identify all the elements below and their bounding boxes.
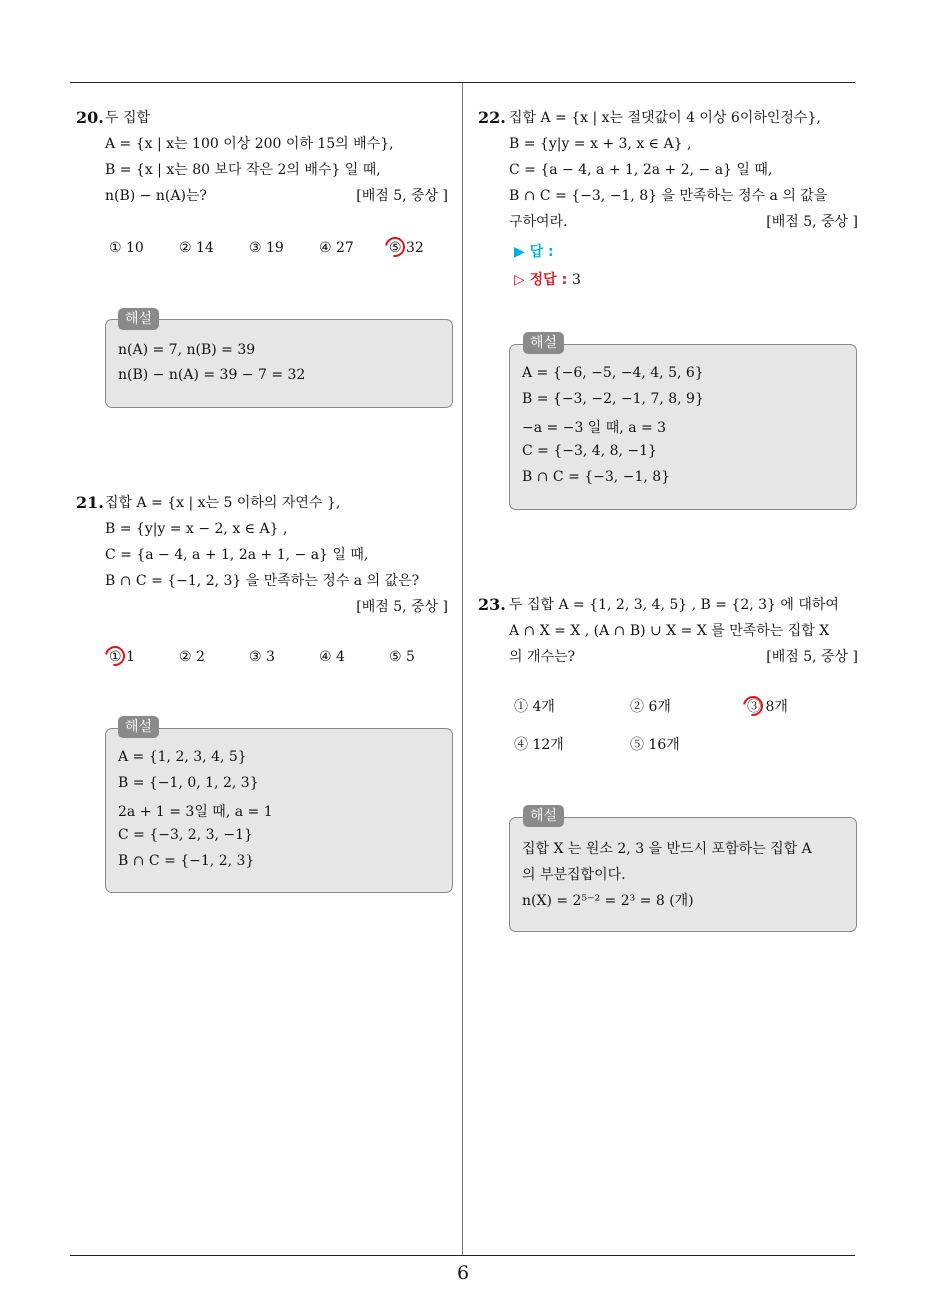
explanation-box-22 (509, 344, 857, 510)
choice-4[interactable]: ④ 12개 (514, 737, 564, 753)
explanation-line: 집합 X 는 원소 2, 3 을 반드시 포함하는 집합 A (522, 841, 812, 857)
problem-20 (76, 105, 456, 275)
problem-line: 집합 A = {x | x는 절댓값이 4 이상 6이하인정수}, (509, 110, 821, 126)
explanation-line: n(A) = 7, n(B) = 39 (118, 342, 256, 358)
explanation-line: B ∩ C = {−1, 2, 3} (118, 853, 255, 869)
choice-1[interactable]: ① 1 (109, 649, 135, 665)
grade-label: [배점 5, 중상 ] (766, 649, 858, 665)
explanation-box-21 (105, 728, 453, 893)
choice-list (76, 235, 456, 265)
explanation-line: n(B) − n(A) = 39 − 7 = 32 (118, 367, 306, 383)
problem-number: 22. (478, 108, 506, 127)
choice-2[interactable]: ② 6개 (630, 699, 671, 715)
problem-21 (76, 490, 456, 675)
choice-4[interactable]: ④ 4 (319, 649, 345, 665)
choice-3[interactable]: ③ 19 (249, 240, 284, 256)
explanation-tag: 해설 (118, 308, 159, 330)
problem-line: B ∩ C = {−3, −1, 8} 을 만족하는 정수 a 의 값을 (509, 188, 828, 204)
real-answer-value: 3 (572, 272, 581, 288)
problem-line: 두 집합 (105, 110, 151, 126)
page-number: 6 (456, 1262, 470, 1284)
choice-2[interactable]: ② 14 (179, 240, 214, 256)
problem-line: 집합 A = {x | x는 5 이하의 자연수 }, (105, 495, 341, 511)
choice-2[interactable]: ② 2 (179, 649, 205, 665)
problem-number: 21. (76, 493, 104, 512)
explanation-tag: 해설 (118, 716, 159, 738)
choice-list (478, 694, 858, 764)
choice-5[interactable]: ⑤ 32 (389, 240, 424, 256)
explanation-line: A = {−6, −5, −4, 4, 5, 6} (522, 365, 704, 381)
explanation-line: C = {−3, 2, 3, −1} (118, 827, 253, 843)
explanation-line: n(X) = 2⁵⁻² = 2³ = 8 (개) (522, 893, 694, 909)
problem-23 (478, 592, 858, 762)
problem-number: 23. (478, 595, 506, 614)
problem-line: C = {a − 4, a + 1, 2a + 1, − a} 일 때, (105, 547, 369, 563)
real-answer-prefix: ▷ 정답 : (514, 272, 568, 288)
choice-1[interactable]: ① 4개 (514, 699, 555, 715)
problem-line: B = {x | x는 80 보다 작은 2의 배수} 일 때, (105, 162, 381, 178)
problem-line: A = {x | x는 100 이상 200 이하 15의 배수}, (105, 136, 394, 152)
explanation-line: B ∩ C = {−3, −1, 8} (522, 469, 671, 485)
real-answer-label (514, 267, 581, 293)
problem-line: 의 개수는? (509, 649, 576, 665)
explanation-tag: 해설 (523, 332, 564, 354)
explanation-line: 의 부분집합이다. (522, 867, 626, 883)
problem-line: B = {y|y = x + 3, x ∈ A} , (509, 136, 692, 152)
explanation-line: 2a + 1 = 3일 때, a = 1 (118, 804, 273, 820)
grade-label: [배점 5, 중상 ] (356, 188, 448, 204)
explanation-line: C = {−3, 4, 8, −1} (522, 443, 657, 459)
problem-line: 구하여라. (509, 214, 568, 230)
choice-3[interactable]: ③ 3 (249, 649, 275, 665)
column-divider (462, 83, 463, 1255)
explanation-line: −a = −3 일 때, a = 3 (522, 420, 667, 436)
bottom-rule (70, 1255, 855, 1256)
problem-line: B = {y|y = x − 2, x ∈ A} , (105, 521, 288, 537)
grade-label: [배점 5, 중상 ] (766, 214, 858, 230)
choice-3[interactable]: ③ 8개 (747, 699, 788, 715)
problem-line: A ∩ X = X , (A ∩ B) ∪ X = X 를 만족하는 집합 X (509, 623, 830, 639)
problem-line: n(B) − n(A)는? (105, 188, 207, 204)
explanation-tag: 해설 (523, 805, 564, 827)
answer-label: ▶ 답 : (514, 244, 554, 260)
explanation-line: B = {−1, 0, 1, 2, 3} (118, 775, 259, 791)
choice-1[interactable]: ① 10 (109, 240, 144, 256)
explanation-box-20 (105, 319, 453, 408)
problem-22 (478, 105, 858, 295)
choice-4[interactable]: ④ 27 (319, 240, 354, 256)
explanation-line: B = {−3, −2, −1, 7, 8, 9} (522, 391, 704, 407)
choice-list (76, 644, 456, 674)
problem-number: 20. (76, 108, 104, 127)
explanation-box-23 (509, 817, 857, 932)
problem-line: 두 집합 A = {1, 2, 3, 4, 5} , B = {2, 3} 에 대하여 (509, 597, 839, 613)
choice-5[interactable]: ⑤ 5 (389, 649, 415, 665)
grade-label: [배점 5, 중상 ] (356, 599, 448, 615)
problem-line: C = {a − 4, a + 1, 2a + 2, − a} 일 때, (509, 162, 773, 178)
explanation-line: A = {1, 2, 3, 4, 5} (118, 749, 247, 765)
choice-5[interactable]: ⑤ 16개 (630, 737, 680, 753)
problem-line: B ∩ C = {−1, 2, 3} 을 만족하는 정수 a 의 값은? (105, 573, 420, 589)
